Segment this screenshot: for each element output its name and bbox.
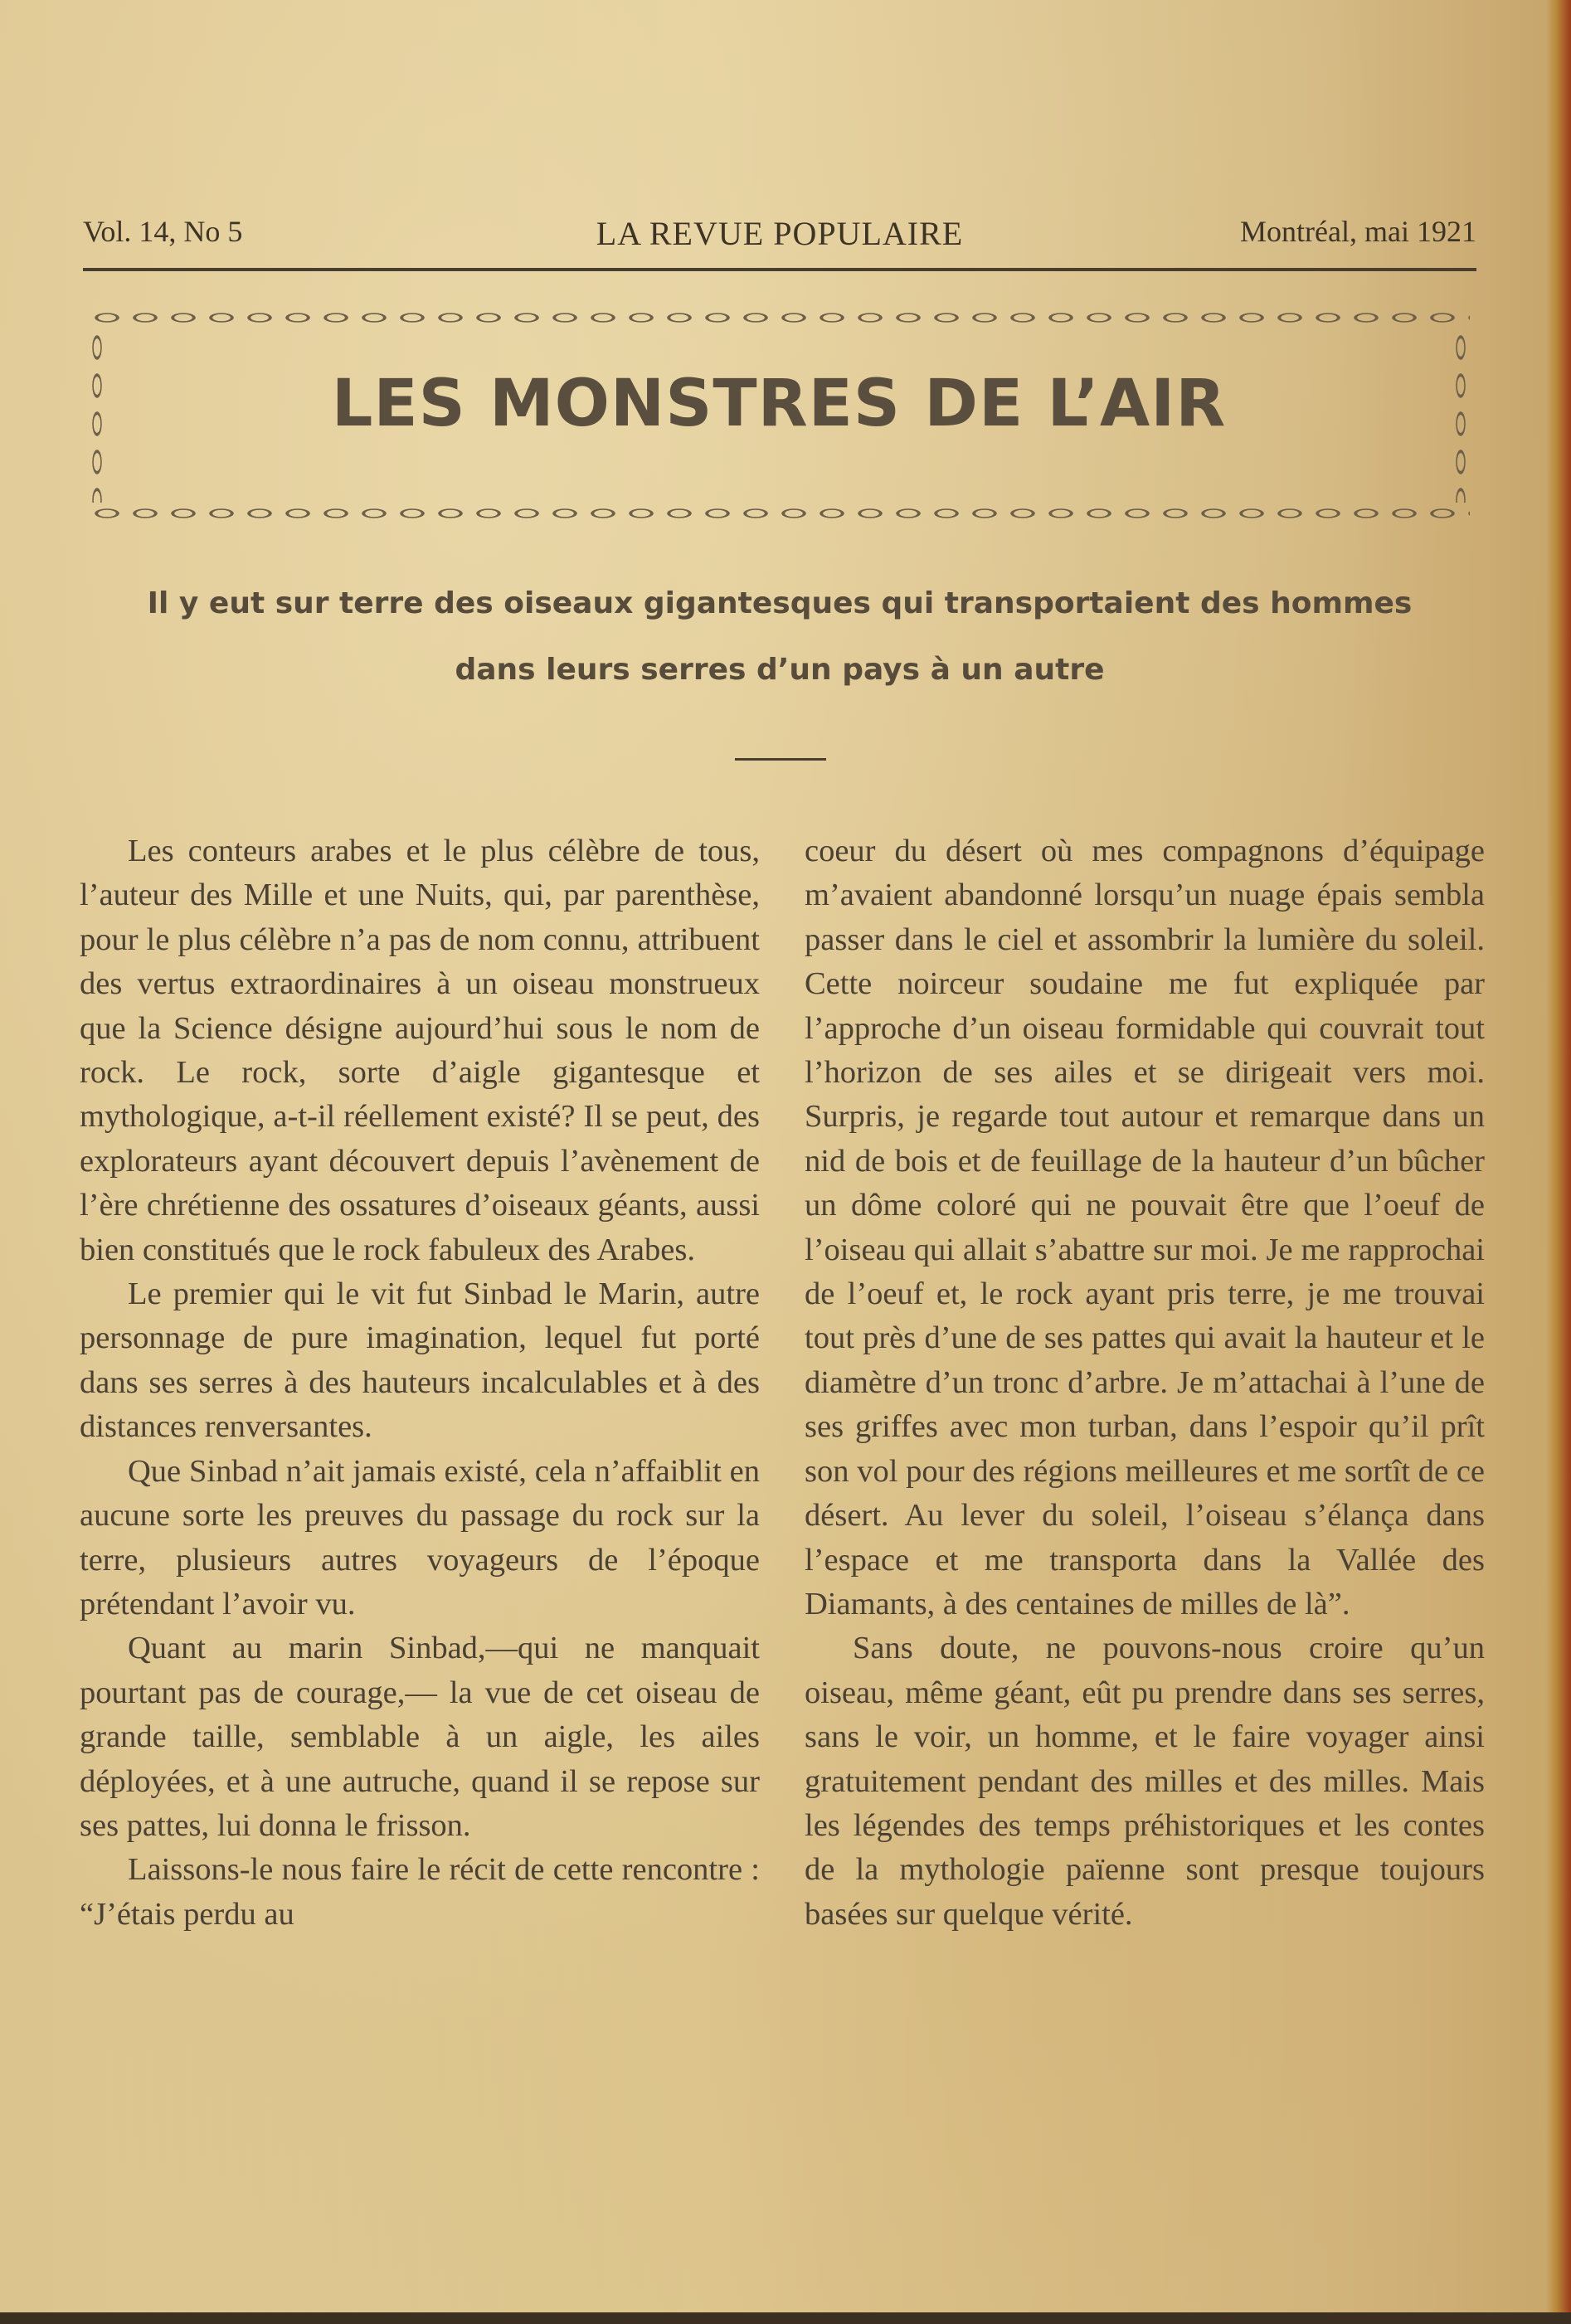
place-date: Montréal, mai 1921 [1240,215,1476,248]
paragraph: Le premier qui le vit fut Sinbad le Marin, autre personnage de pure imagination, lequel fut porté dans ses serres à des hauteurs incalculables et à des distances renversantes. [80,1276,760,1445]
chain-border-top [88,309,1470,327]
header-rule [83,268,1476,271]
paragraph: Les conteurs arabes et le plus célèbre de tous, l’auteur des Mille et une Nuits, qui, par parenthèse, pour le plus célèbre n’a pas de nom connu, attribuent des vertus extraordinaires à un oiseau monstrueux que la Science désigne aujourd’hui sous le nom de rock. Le rock, sorte d’aigle gigantesque et mythologique, a-t-il réellement existé? Il se peut, des explorateurs ayant découvert depuis l’avènement de l’ère chrétienne des ossatures d’oiseaux géants, aussi bien constitués que le rock fabuleux des Arabes. [80,834,760,1267]
volume-number: Vol. 14, No 5 [83,215,243,248]
subtitle-line-2: dans leurs serres d’un pays à un autre [455,653,1105,687]
paragraph: Sans doute, ne pouvons-nous croire qu’un oiseau, même géant, eût pu prendre dans ses serres, sans le voir, un homme, et le faire voyager ainsi gratuitement pendant des milles et des milles. Mais les légendes des temps préhistoriques et les contes de la mythologie païenne sont presque toujours basées sur quelque vérité. [805,1631,1485,1932]
paragraph: Quant au marin Sinbad,—qui ne manquait pourtant pas de courage,— la vue de cet oiseau de grande taille, semblable à un aigle, les ailes déployées, et à une autruche, quand il se repose sur ses pattes, lui donna le frisson. [80,1631,760,1843]
separator-rule [735,758,826,761]
paragraph-continued: coeur du désert où mes compagnons d’équipage m’avaient abandonné lorsqu’un nuage épais sembla passer dans le ciel et assombrir la lumière du soleil. Cette noirceur soudaine me fut expliquée par l’approche d’un oiseau formidable qui couvrait tout l’horizon de ses ailes et se dirigeait vers moi. Surpris, je regarde tout autour et remarque dans un nid de bois et de feuillage de la hauteur d’un bûcher un dôme coloré qui ne pouvait être que l’oeuf de l’oiseau qui allait s’abattre sur moi. Je me rapprochai de l’oeuf et, le rock ayant pris terre, je me trouvai tout près d’une de ses pattes qui avait la hauteur et le diamètre d’un tronc d’arbre. Je m’attachai à l’une de ses griffes avec mon turban, dans l’espoir qu’il prît son vol pour des régions meilleures et me sortît de ce désert. Au lever du soleil, l’oiseau s’élança dans l’espace et me transporta dans la Vallée des Diamants, à des centaines de milles de là”. [805,834,1485,1621]
article-title: LES MONSTRES DE L’AIR [331,367,1227,441]
chain-border-bottom [88,504,1470,523]
column-left [80,829,760,1937]
column-right [805,829,1485,1937]
title-chain-frame [88,309,1470,523]
subtitle-line-1: Il y eut sur terre des oiseaux gigantesques qui transportaient des hommes [147,586,1413,620]
paragraph: Que Sinbad n’ait jamais existé, cela n’affaiblit en aucune sorte les preuves du passage du rock sur la terre, plusieurs autres voyageurs de l’époque prétendant l’avoir vu. [80,1453,760,1621]
page-edge-bottom [0,2312,1571,2324]
paragraph: Laissons-le nous faire le récit de cette rencontre : “J’étais perdu au [80,1852,760,1932]
running-header [83,214,1476,254]
article-subtitle [83,571,1476,703]
page-edge-binding [1546,0,1571,2324]
publication-name: LA REVUE POPULAIRE [596,215,964,252]
